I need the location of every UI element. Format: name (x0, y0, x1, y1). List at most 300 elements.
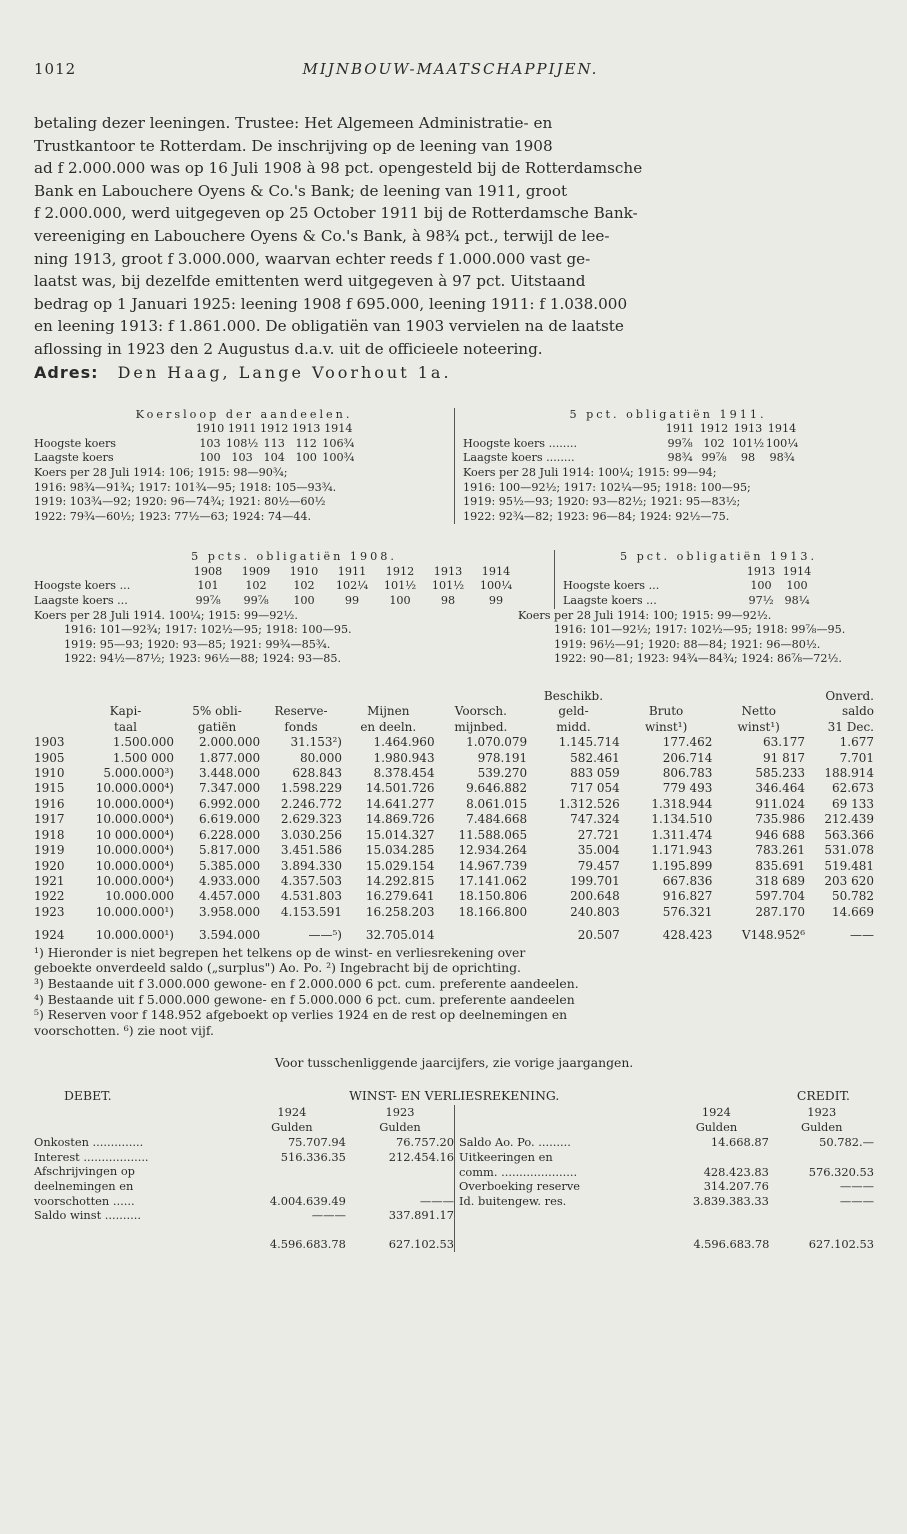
address-value: Den Haag, Lange Voorhout 1a. (117, 362, 452, 382)
koers-section-1 (34, 408, 874, 525)
table-cell: 1.171.943 (651, 843, 713, 858)
page-header (34, 60, 867, 84)
koers-value: 98¼ (784, 594, 810, 608)
table-cell (435, 920, 528, 943)
koers-line: 1919: 103¾—92; 1920: 96—74¾; 1921: 80½—60½ (34, 495, 326, 509)
table-cell: 946 688 (755, 827, 806, 842)
table-cell: 585.233 (755, 766, 806, 781)
table-cell: V148.952⁶ (741, 928, 806, 943)
debet-label: DEBET. (64, 1088, 112, 1104)
table-cell: 177.462 (662, 735, 713, 750)
intro-paragraph (34, 112, 874, 361)
year-label: 1910 (195, 422, 225, 436)
header-cell (712, 689, 805, 704)
unit-label: Gulden (695, 1120, 738, 1135)
financial-table (34, 689, 874, 944)
year-cell: 1921 (34, 873, 65, 888)
table-cell: 14.669 (832, 904, 874, 919)
table-cell: 14.967.739 (458, 858, 528, 873)
table-cell: 2.629.323 (280, 812, 342, 827)
koers-value: 99 (344, 594, 360, 608)
table-cell: 1.464.960 (373, 735, 435, 750)
koers-value: 99⅞ (195, 594, 221, 608)
table-cell: 531.078 (824, 843, 874, 858)
table-cell: 1.980.943 (373, 750, 435, 765)
header-cell: fonds (284, 719, 318, 734)
koers-value: 100¼ (479, 579, 513, 593)
table-cell: 3.594.000 (199, 928, 261, 943)
intro-line: Bank en Labouchere Oyens & Co.'s Bank; de leening van 1911, groot (34, 181, 568, 200)
table-cell: 15.014.327 (365, 827, 435, 842)
year-label: 1914 (324, 422, 353, 436)
table-cell: 582.461 (570, 750, 620, 765)
row-label: Laagste koers (34, 451, 114, 465)
koers-oblig-1913 (518, 550, 874, 667)
koers-value: 101 (197, 579, 219, 593)
table-cell: 206.714 (662, 750, 713, 765)
table-cell: 10.000.000⁴) (95, 858, 174, 873)
intro-line: vereeniging en Labouchere Oyens & Co.'s Bank, à 98¾ pct., terwijl de lee- (34, 226, 610, 245)
year-cell: 1920 (34, 858, 65, 873)
koers-value: 102 (293, 579, 315, 593)
table-cell: 3.451.586 (280, 843, 342, 858)
koers-line: Koers per 28 Juli 1914: 106; 1915: 98—90¾; (34, 465, 288, 479)
table-cell: 4.357.503 (280, 873, 342, 888)
header-cell: gatiën (197, 719, 237, 734)
footnote: voorschotten. ⁶) zie noot vijf. (34, 1023, 214, 1039)
year-label: 1910 (289, 564, 319, 578)
table-cell: 1.145.714 (558, 735, 620, 750)
table-cell: 8.061.015 (466, 796, 528, 811)
row-label: Laagste koers ... (34, 594, 128, 608)
table-cell: 79.457 (577, 858, 620, 873)
table-cell: 10.000.000⁴) (95, 812, 174, 827)
koers-line: Koers per 28 Juli 1914: 100¼; 1915: 99—94; (463, 465, 717, 479)
table-cell: 1.311.474 (651, 827, 713, 842)
year-label: 1913 (733, 422, 763, 436)
table-cell: 1.312.526 (558, 796, 620, 811)
header-cell: Kapi- (109, 704, 142, 719)
header-cell (34, 720, 77, 735)
table-cell: 80.000 (299, 750, 342, 765)
table-cell: 18.150.806 (458, 889, 528, 904)
table-cell: 4.933.000 (199, 873, 261, 888)
header-cell: Bruto (648, 704, 684, 719)
table-cell: 7.347.000 (199, 781, 261, 796)
header-cell: Voorsch. (454, 704, 507, 719)
credit-value: 576.320.53 (808, 1164, 874, 1179)
table-cell: 15.029.154 (365, 858, 435, 873)
oblig-1908-table (34, 565, 520, 609)
year-label: 1913 (433, 564, 463, 578)
unit-label: Gulden (800, 1120, 843, 1135)
table-cell: 1.500 000 (112, 750, 174, 765)
row-label: Hoogste koers ... (34, 579, 131, 593)
year-cell: 1922 (34, 889, 65, 904)
koers-line: 1922: 90—81; 1923: 94¾—84¾; 1924: 86⅞—72½. (554, 652, 842, 666)
header-cell: winst¹) (737, 719, 780, 734)
koers-value: 102 (245, 579, 267, 593)
table-cell: 883 059 (570, 766, 620, 781)
credit-table (454, 1105, 874, 1251)
koers-value: 100 (293, 594, 315, 608)
header-cell (620, 689, 713, 704)
koers-line: 1919: 95½—93; 1920: 93—82½; 1921: 95—83½; (463, 495, 741, 509)
koers-value: 101½ (431, 579, 465, 593)
table-cell: 200.648 (570, 889, 620, 904)
koers-value: 103 (199, 436, 221, 450)
table-cell: 6.992.000 (199, 796, 261, 811)
header-cell: en deeln. (360, 719, 417, 734)
header-cell: Onverd. (825, 689, 874, 704)
intro-line: ad f 2.000.000 was op 16 Juli 1908 à 98 pct. opengesteld bij de Rotterdamsche (34, 159, 643, 178)
table-cell: 63.177 (763, 735, 806, 750)
header-row (34, 689, 874, 704)
footnote: geboekte onverdeeld saldo („surplus") Ao. Po. ²) Ingebracht bij de oprichting. (34, 960, 521, 976)
row-label: Hoogste koers ........ (463, 436, 578, 450)
table-cell: 10.000.000¹) (95, 928, 174, 943)
table-cell: 3.030.256 (280, 827, 342, 842)
intro-line: Trustkantoor te Rotterdam. De inschrijving op de leening van 1908 (34, 136, 553, 155)
table-cell: 576.321 (662, 904, 713, 919)
intro-line: laatst was, bij dezelfde emittenten werd uitgegeven à 97 pct. Uitstaand (34, 272, 586, 291)
debet-value: ——— (311, 1208, 346, 1223)
koers-value: 97½ (748, 594, 774, 608)
koers-value: 100 (750, 579, 772, 593)
table-cell: 911.024 (755, 796, 806, 811)
table-cell: 8.378.454 (373, 766, 435, 781)
table-cell: ——⁵) (308, 928, 342, 943)
koers-value: 102¼ (335, 579, 369, 593)
table-cell: 783.261 (755, 843, 806, 858)
table-row (34, 766, 874, 781)
header-cell: Mijnen (367, 704, 410, 719)
debet-row-label: voorschotten ...... (34, 1193, 135, 1208)
credit-value: ——— (839, 1179, 874, 1194)
header-cell: Beschikb. (543, 689, 604, 704)
table-row (34, 905, 874, 920)
table-cell: 916.827 (662, 889, 713, 904)
balance-heading (34, 1088, 874, 1103)
page-body (34, 112, 874, 1252)
table-cell: 835.691 (755, 858, 806, 873)
table-cell: 519.481 (824, 858, 874, 873)
year-cell: 1918 (34, 827, 65, 842)
debet-value (346, 1164, 454, 1179)
koers-value: 100 (199, 451, 221, 465)
table-cell: 1.500.000 (112, 735, 174, 750)
table-cell: 735.986 (755, 812, 806, 827)
credit-value: 14.668.87 (710, 1135, 769, 1150)
row-label: Laagste koers ... (563, 594, 657, 608)
footnote: ⁵) Reserven voor f 148.952 afgeboekt op verlies 1924 en de rest op deelnemingen en (34, 1007, 568, 1023)
table-cell: 10.000.000⁴) (95, 781, 174, 796)
table-cell: 346.464 (755, 781, 806, 796)
year-cell: 1910 (34, 766, 65, 781)
koers-value: 103 (231, 451, 253, 465)
table-cell: 16.279.641 (365, 889, 435, 904)
table-cell: 806.783 (662, 766, 713, 781)
table-cell: 15.034.285 (365, 843, 435, 858)
table-cell: 667.836 (662, 873, 713, 888)
credit-row-label: Saldo Ao. Po. ......... (459, 1135, 571, 1150)
debet-value (238, 1164, 346, 1179)
header-cell: Reserve- (274, 704, 328, 719)
credit-row-label: Uitkeeringen en (459, 1149, 553, 1164)
header-cell: taal (114, 719, 137, 734)
table-cell: 7.484.668 (466, 812, 528, 827)
table-cell: 1.677 (839, 735, 874, 750)
koers-value: 112 (295, 436, 317, 450)
oblig-1913-table (563, 565, 815, 609)
page-number: 1012 (34, 60, 77, 78)
debet-row-label: Saldo winst .......... (34, 1208, 141, 1223)
year-label: 1923 (807, 1105, 837, 1120)
table-row (34, 859, 874, 874)
debet-value: 337.891.17 (388, 1208, 454, 1223)
header-cell (77, 689, 174, 704)
koers-value: 102 (703, 436, 725, 450)
credit-value (664, 1150, 769, 1165)
table-cell: 4.457.000 (199, 889, 261, 904)
table-cell: 539.270 (477, 766, 528, 781)
row-label: Hoogste koers (34, 436, 117, 450)
credit-row-label: comm. ..................... (459, 1164, 578, 1179)
koers-line: Koers per 28 Juli 1914. 100¼; 1915: 99—92½. (34, 608, 298, 622)
year-cell: 1916 (34, 796, 65, 811)
koers-line: 1922: 94½—87½; 1923: 96½—88; 1924: 93—85. (64, 652, 342, 666)
credit-value: 50.782.— (819, 1135, 874, 1150)
table-cell: 563.366 (824, 827, 874, 842)
koers-value: 101½ (731, 436, 765, 450)
koers-line: 1922: 92¾—82; 1923: 96—84; 1924: 92½—75. (463, 509, 730, 523)
year-label: 1924 (701, 1105, 731, 1120)
table-cell: 16.258.203 (365, 904, 435, 919)
table-cell: 5.817.000 (199, 843, 261, 858)
table-cell: 1.070.079 (466, 735, 528, 750)
debet-row-label: Interest .................. (34, 1149, 149, 1164)
intro-line: betaling dezer leeningen. Trustee: Het Algemeen Administratie- en (34, 114, 553, 132)
year-cell: 1919 (34, 843, 65, 858)
header-cell: geld- (558, 704, 589, 719)
year-label: 1912 (259, 422, 289, 436)
year-label: 1908 (193, 564, 223, 578)
koers-value: 100 (786, 579, 808, 593)
table-cell: 1.318.944 (651, 796, 713, 811)
table-cell: 20.507 (577, 928, 620, 943)
header-cell (435, 689, 528, 704)
table-row (34, 781, 874, 796)
oblig-1913-title: 5 pct. obligatiën 1913. (619, 550, 818, 564)
year-label: 1914 (767, 422, 797, 436)
header-cell (34, 704, 77, 719)
header-cell (34, 689, 77, 704)
debet-row-label: deelnemingen en (34, 1178, 134, 1193)
table-cell: 6.228.000 (199, 827, 261, 842)
table-cell: 35.004 (577, 843, 620, 858)
table-cell: 318 689 (755, 873, 806, 888)
table-cell: 5.000.000³) (103, 766, 174, 781)
table-cell: 17.141.062 (458, 873, 528, 888)
debet-row-label: Afschrijvingen op (34, 1164, 135, 1179)
koers-value: 108½ (226, 436, 259, 450)
koers-aandeelen-table (34, 422, 354, 466)
koers-line: 1916: 101—92½; 1917: 102½—95; 1918: 99⅞—95. (554, 623, 846, 637)
debet-table (34, 1105, 454, 1251)
koers-line: 1919: 96½—91; 1920: 88—84; 1921: 96—80½. (554, 637, 821, 651)
table-cell: 10 000.000⁴) (95, 827, 174, 842)
table-row (34, 828, 874, 843)
table-row-1924 (34, 920, 874, 943)
table-cell: 50.782 (832, 889, 874, 904)
koers-line: 1916: 98¾—91¾; 1917: 101¾—95; 1918: 105—93¾. (34, 480, 337, 494)
koers-aandeelen-title: Koersloop der aandeelen. (135, 407, 353, 421)
credit-total: 4.596.683.78 (693, 1237, 770, 1251)
debet-value: 212.454.16 (388, 1149, 454, 1164)
header-cell (174, 689, 260, 704)
table-cell: 199.701 (570, 873, 620, 888)
koers-value: 113 (263, 436, 285, 450)
debet-value (238, 1179, 346, 1194)
credit-value: 428.423.83 (703, 1164, 769, 1179)
credit-label: CREDIT. (796, 1088, 850, 1104)
table-cell: 1.134.510 (651, 812, 713, 827)
balance-title: WINST- EN VERLIESREKENING. (349, 1088, 560, 1104)
year-label: 1911 (337, 564, 367, 578)
row-label: Hoogste koers ... (563, 579, 660, 593)
year-label: 1923 (385, 1105, 415, 1120)
intro-line: aflossing in 1923 den 2 Augustus d.a.v. uit de officieele noteering. (34, 339, 543, 358)
table-cell: 779 493 (662, 781, 713, 796)
footnote: ⁴) Bestaande uit f 5.000.000 gewone- en f 5.000.000 6 pct. cum. preferente aandeelen (34, 991, 575, 1007)
koers-value: 99⅞ (667, 436, 693, 450)
table-cell: 69 133 (832, 796, 874, 811)
address-line (34, 361, 874, 384)
table-cell: 3.448.000 (199, 766, 261, 781)
koers-value: 106¾ (322, 436, 355, 450)
intro-line: ning 1913, groot f 3.000.000, waarvan echter reeds f 1.000.000 vast ge- (34, 249, 591, 268)
credit-row-label: Id. buitengew. res. (459, 1194, 567, 1209)
table-row (34, 889, 874, 904)
table-row (34, 812, 874, 827)
year-label: 1912 (699, 422, 729, 436)
koers-value: 100¼ (765, 436, 799, 450)
table-cell: 10.000.000⁴) (95, 796, 174, 811)
table-cell: 4.153.591 (280, 904, 342, 919)
debet-total: 4.596.683.78 (269, 1237, 346, 1252)
table-cell: 188.914 (824, 766, 874, 781)
table-cell: 62.673 (832, 781, 874, 796)
oblig-1908-title: 5 pcts. obligatiën 1908. (191, 550, 397, 564)
address-label: Adres: (34, 362, 99, 382)
year-label: 1913 (291, 422, 321, 436)
koers-section-2 (34, 550, 874, 667)
table-cell: 1.195.899 (651, 858, 713, 873)
header-cell: midd. (556, 719, 591, 734)
intro-line: bedrag op 1 Januari 1925: leening 1908 f 695.000, leening 1911: f 1.038.000 (34, 294, 628, 313)
header-cell: winst¹) (644, 719, 688, 734)
table-cell: 1924 (34, 928, 65, 943)
table-cell: 978.191 (477, 750, 528, 765)
koers-value: 98 (440, 594, 456, 608)
table-row (34, 751, 874, 766)
credit-value: 314.207.76 (703, 1179, 769, 1194)
koers-value: 98 (740, 451, 756, 465)
debet-value: 4.004.639.49 (269, 1193, 346, 1208)
koers-line: 1919: 95—93; 1920: 93—85; 1921: 99¾—85¾. (64, 637, 331, 651)
year-cell: 1923 (34, 904, 65, 919)
footnote: ¹) Hieronder is niet begrepen het telkens op de winst- en verliesrekening over (34, 944, 526, 960)
koers-aandeelen (34, 408, 454, 525)
table-cell: 3.958.000 (199, 904, 261, 919)
koers-line: 1922: 79¾—60½; 1923: 77½—63; 1924: 74—44. (34, 509, 312, 523)
debet-value (346, 1179, 454, 1194)
year-label: 1914 (782, 564, 812, 578)
table-cell: 3.894.330 (280, 858, 342, 873)
year-label: 1912 (385, 564, 415, 578)
header-row (34, 704, 874, 719)
table-cell: 14.641.277 (365, 796, 435, 811)
running-title: MIJNBOUW-MAATSCHAPPIJEN. (302, 60, 599, 78)
table-cell: 212.439 (824, 812, 874, 827)
debet-row-label: Onkosten .............. (34, 1134, 144, 1149)
table-cell: —— (850, 928, 874, 943)
table-cell: 2.246.772 (280, 796, 342, 811)
year-label: 1924 (277, 1105, 307, 1120)
year-label: 1914 (481, 564, 511, 578)
header-cell: mijnbed. (454, 719, 508, 734)
header-cell: Netto (741, 704, 776, 719)
table-cell: 32.705.014 (365, 928, 435, 943)
koers-value: 99 (488, 594, 504, 608)
balance-section (34, 1105, 874, 1251)
credit-total: 627.102.53 (808, 1237, 874, 1251)
koers-value: 101½ (383, 579, 417, 593)
table-cell: 747.324 (570, 812, 620, 827)
debet-total: 627.102.53 (388, 1237, 454, 1252)
koers-value: 98¾ (667, 451, 693, 465)
koers-oblig-1911 (454, 408, 873, 525)
table-cell: 240.803 (570, 904, 620, 919)
table-row (34, 735, 874, 750)
year-cell: 1917 (34, 812, 65, 827)
table-cell: 1.877.000 (199, 750, 261, 765)
table-cell: 4.531.803 (280, 889, 342, 904)
koers-line: Koers per 28 Juli 1914: 100; 1915: 99—92½. (518, 608, 772, 622)
koers-value: 100 (295, 451, 317, 465)
table-row (34, 797, 874, 812)
row-label: Laagste koers ........ (463, 451, 575, 465)
koers-value: 104 (263, 451, 285, 465)
koers-line: 1916: 101—92¾; 1917: 102½—95; 1918: 100—95. (64, 623, 352, 637)
unit-label: Gulden (379, 1120, 421, 1135)
table-cell: 717 054 (570, 781, 620, 796)
table-cell: 9.646.882 (466, 781, 528, 796)
unit-label: Gulden (271, 1120, 313, 1135)
oblig-1911-table (463, 422, 799, 466)
debet-value: 76.757.20 (396, 1134, 454, 1149)
table-cell: 287.170 (755, 904, 806, 919)
table-cell: 6.619.000 (199, 812, 261, 827)
table-cell: 628.843 (292, 766, 342, 781)
table-cell: 10.000.000 (105, 889, 174, 904)
table-cell: 10.000.000⁴) (95, 873, 174, 888)
tussen-note: Voor tusschenliggende jaarcijfers, zie vorige jaargangen. (274, 1054, 634, 1070)
debet-value: ——— (419, 1193, 454, 1208)
table-cell: 428.423 (662, 928, 713, 943)
table-cell: 31.153²) (290, 735, 342, 750)
year-label: 1911 (227, 422, 257, 436)
